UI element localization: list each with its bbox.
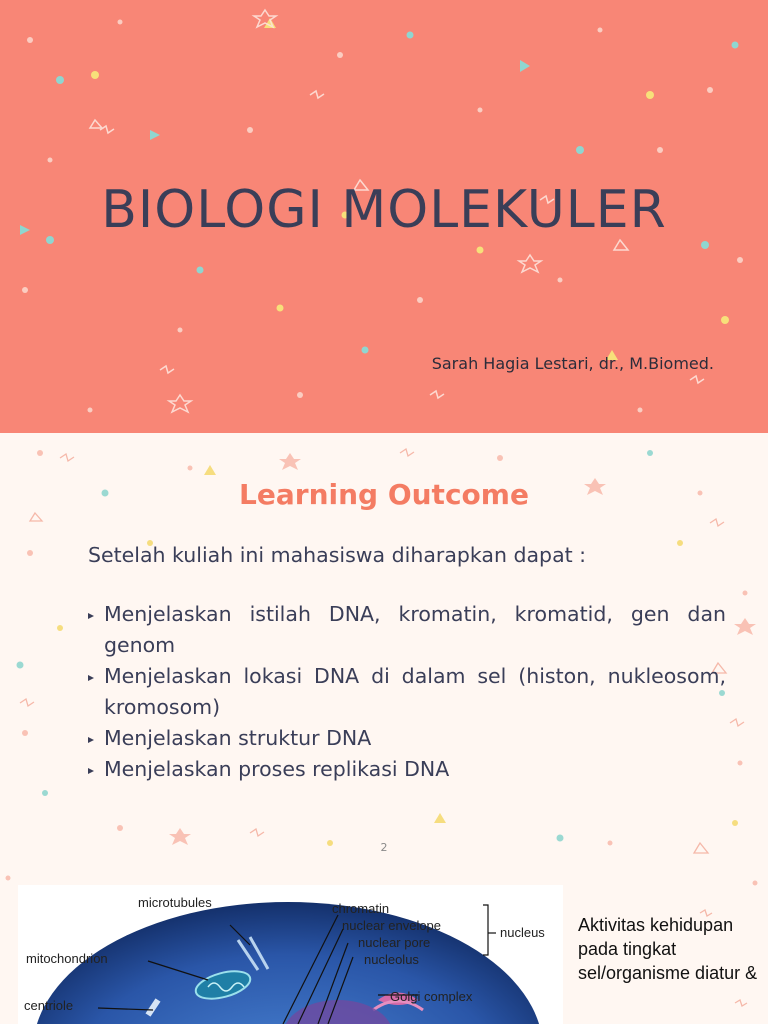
- label-chromatin: chromatin: [332, 901, 390, 916]
- list-item: [88, 661, 726, 723]
- list-item-text: Menjelaskan lokasi DNA di dalam sel (histon, nukleosom, kromosom): [104, 664, 726, 719]
- label-mitochondrion: mitochondrion: [26, 951, 108, 966]
- learning-outcome-list: [88, 599, 726, 785]
- author-name: Sarah Hagia Lestari, dr., M.Biomed.: [431, 354, 714, 373]
- side-description: Aktivitas kehidupan pada tingkat sel/organisme diatur &: [578, 915, 758, 983]
- list-item: [88, 599, 726, 661]
- cell-slide: [0, 863, 768, 1024]
- intro-text: Setelah kuliah ini mahasiswa diharapkan dapat :: [88, 543, 587, 567]
- label-nucleolus: nucleolus: [364, 952, 419, 967]
- label-microtubules: microtubules: [138, 895, 212, 910]
- bullet-arrow-icon: [88, 613, 94, 619]
- presentation-title: BIOLOGI MOLEKULER: [101, 180, 667, 240]
- learning-outcome-heading: Learning Outcome: [239, 478, 529, 511]
- bullet-arrow-icon: [88, 675, 94, 681]
- bullet-arrow-icon: [88, 768, 94, 774]
- label-golgi-complex: Golgi complex: [390, 989, 473, 1004]
- title-slide: [0, 0, 768, 433]
- label-centriole: centriole: [24, 998, 74, 1013]
- list-item-text: Menjelaskan proses replikasi DNA: [104, 757, 450, 781]
- list-item-text: Menjelaskan istilah DNA, kromatin, kromatid, gen dan genom: [104, 602, 726, 657]
- list-item-text: Menjelaskan struktur DNA: [104, 726, 372, 750]
- label-nucleus: nucleus: [500, 925, 545, 940]
- bullet-arrow-icon: [88, 737, 94, 743]
- learning-outcome-slide: [0, 433, 768, 863]
- page-number: 2: [380, 841, 388, 854]
- cell-diagram: [18, 885, 563, 1024]
- label-nuclear-envelope: nuclear envelope: [342, 918, 442, 933]
- list-item: [88, 754, 726, 785]
- list-item: [88, 723, 726, 754]
- label-nuclear-pore: nuclear pore: [358, 935, 431, 950]
